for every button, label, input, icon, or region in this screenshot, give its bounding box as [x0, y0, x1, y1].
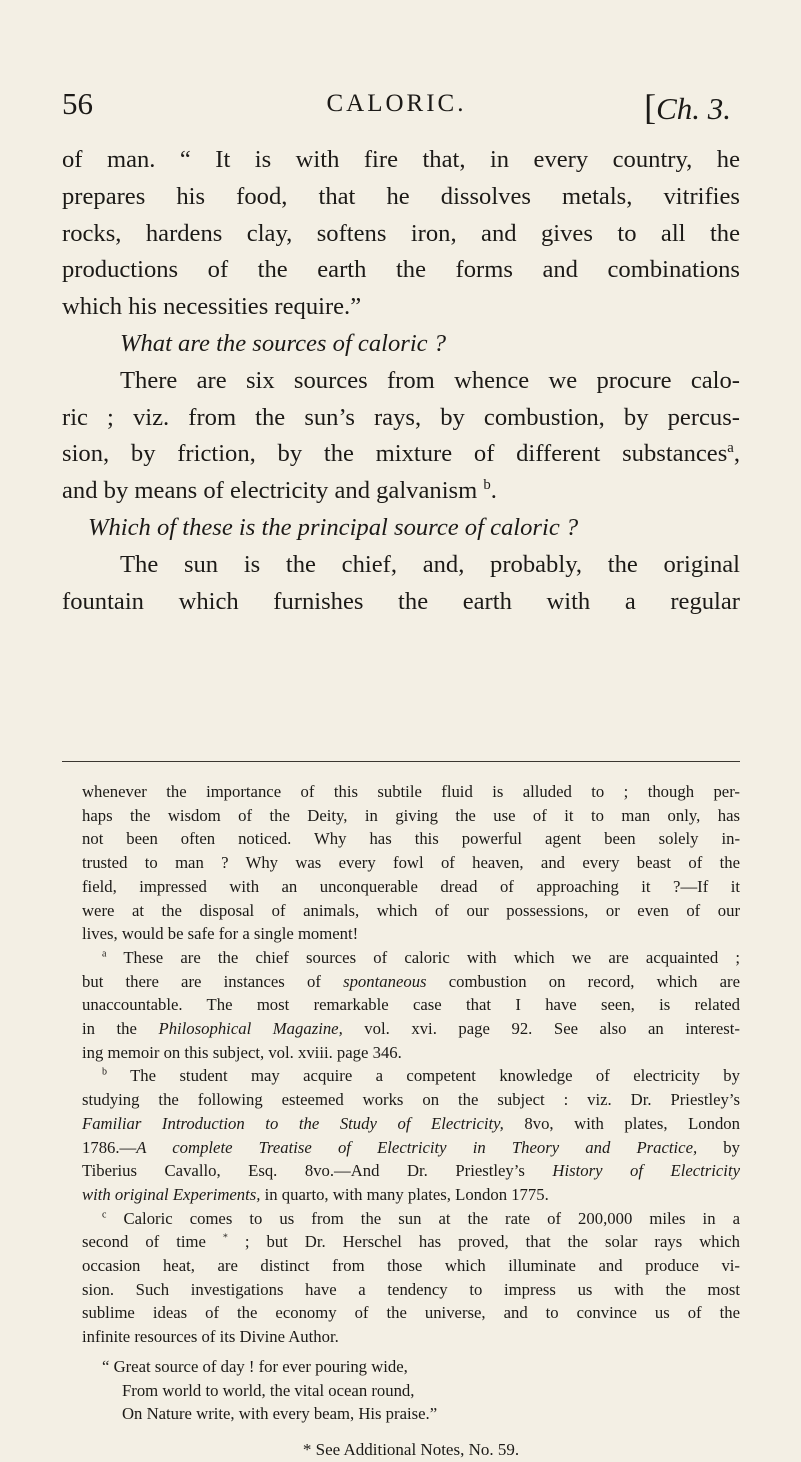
page-header [62, 86, 731, 126]
footnote-b-line: with original Experiments, in quarto, with many plates, London 1775. [82, 1184, 549, 1204]
running-title: CALORIC. [326, 90, 467, 117]
footnote-b-line: Tiberius Cavallo, Esq. 8vo.—And Dr. Priestley’s History of Electricity [82, 1161, 740, 1181]
footnote-c-line: sion. Such investigations have a tendency to impress us with the most [82, 1279, 740, 1299]
answer-line-2: ric ; viz. from the sun’s rays, by combustion, by percus- [62, 403, 740, 431]
main-text [62, 142, 740, 620]
footnote-a-line: $^a$ These are the chief sources of caloric with which we are acquainted ; [102, 947, 741, 967]
note-continued-line: haps the wisdom of the Deity, in giving the use of it to man only, has [82, 805, 740, 825]
footnote-b-line: $^b$ The student may acquire a competent knowledge of electricity by [102, 1066, 740, 1086]
note-continued-line: whenever the importance of this subtile fluid is alluded to ; though per- [82, 782, 740, 801]
footnote-b-line: Familiar Introduction to the Study of Electricity, 8vo, with plates, London [82, 1113, 740, 1133]
footnote-b-line: 1786.—A complete Treatise of Electricity in Theory and Practice, by [82, 1137, 740, 1157]
poem-line-2: From world to world, the vital ocean round, [122, 1380, 415, 1400]
body-line-3: rocks, hardens clay, softens iron, and gives to all the [62, 219, 740, 247]
footnote-a-line: in the Philosophical Magazine, vol. xvi. page 92. See also an interest- [82, 1019, 740, 1039]
page-number: 56 [62, 86, 93, 121]
additional-notes-reference: * See Additional Notes, No. 59. [302, 1439, 520, 1459]
answer-line-4: and by means of electricity and galvanism $^b$. [62, 476, 497, 505]
poem-line-3: On Nature write, with every beam, His praise.” [122, 1404, 438, 1424]
note-continued-line: not been often noticed. Why has this powerful agent been solely in- [82, 829, 740, 849]
answer2-line-2: fountain which furnishes the earth with a regular [62, 587, 740, 615]
footnote-c-line: $^c$ Caloric comes to us from the sun at the rate of 200,000 miles in a [102, 1208, 741, 1228]
footnotes [82, 780, 740, 1462]
poem-line-1: “ Great source of day ! for ever pouring wide, [102, 1356, 408, 1376]
footnote-a-line: ing memoir on this subject, vol. xviii. page 346. [82, 1042, 402, 1062]
footnote-a-line: but there are instances of spontaneous combustion on record, which are [82, 971, 740, 991]
note-continued-line: field, impressed with an unconquerable dread of approaching it ?—If it [82, 876, 740, 896]
footnote-divider [62, 761, 740, 762]
body-line-4: productions of the earth the forms and combinations [62, 256, 740, 284]
answer-line-1: There are six sources from whence we procure calo- [120, 366, 740, 394]
body-line-5: which his necessities require.” [62, 293, 362, 321]
footnote-c-line: second of time * ; but Dr. Herschel has proved, that the solar rays which [82, 1232, 740, 1252]
footnote-a-line: unaccountable. The most remarkable case that I have seen, is related [82, 995, 740, 1015]
footnote-c-line: infinite resources of its Divine Author. [82, 1327, 339, 1347]
footnote-b-line: studying the following esteemed works on the subject : viz. Dr. Priestley’s [82, 1090, 740, 1110]
answer2-line-1: The sun is the chief, and, probably, the original [120, 550, 740, 578]
note-continued-line: lives, would be safe for a single moment! [82, 924, 359, 944]
chapter-reference: [Ch. 3. [644, 87, 731, 127]
footnote-c-line: sublime ideas of the economy of the universe, and to convince us of the [82, 1303, 740, 1323]
answer-line-3: sion, by friction, by the mixture of different substances$^a$, [62, 440, 740, 468]
footnote-mark-b: b [483, 476, 491, 493]
footnote-mark-a: a [727, 440, 734, 457]
question-sources: What are the sources of caloric ? [120, 329, 447, 357]
body-line-1: of man. “ It is with fire that, in every country, he [62, 146, 740, 173]
footnote-c-line: occasion heat, are distinct from those which illuminate and produce vi- [82, 1256, 740, 1276]
note-continued-line: were at the disposal of animals, which of our possessions, or even of our [82, 900, 740, 920]
body-line-2: prepares his food, that he dissolves metals, vitrifies [62, 182, 740, 210]
note-continued-line: trusted to man ? Why was every fowl of heaven, and every beast of the [82, 853, 740, 873]
question-principal-source: Which of these is the principal source of caloric ? [88, 513, 579, 541]
